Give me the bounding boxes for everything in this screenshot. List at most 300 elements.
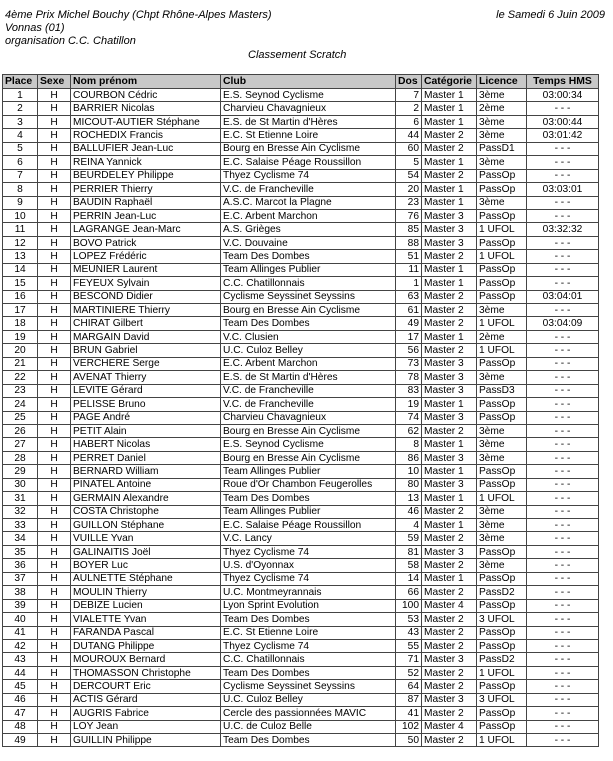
sexe-cell: H [38, 263, 71, 276]
categorie-cell: Master 1 [422, 196, 477, 209]
club-cell: Thyez Cyclisme 74 [221, 169, 396, 182]
name-cell: MARGAIN David [71, 330, 221, 343]
club-cell: U.S. d'Oyonnax [221, 559, 396, 572]
name-cell: AULNETTE Stéphane [71, 572, 221, 585]
categorie-cell: Master 2 [422, 304, 477, 317]
sexe-cell: H [38, 384, 71, 397]
sexe-cell: H [38, 223, 71, 236]
club-cell: V.C. Clusien [221, 330, 396, 343]
club-cell: Charvieu Chavagnieux [221, 411, 396, 424]
table-row [3, 720, 599, 733]
temps-cell: - - - [527, 451, 599, 464]
place-cell: 43 [3, 653, 38, 666]
sexe-cell: H [38, 545, 71, 558]
event-date: le Samedi 6 Juin 2009 [496, 9, 605, 21]
categorie-cell: Master 3 [422, 357, 477, 370]
place-cell: 14 [3, 263, 38, 276]
place-cell: 44 [3, 666, 38, 679]
licence-cell: 2ème [477, 102, 527, 115]
col-header-dos: Dos [396, 75, 422, 89]
name-cell: COURBON Cédric [71, 89, 221, 102]
licence-cell: 1 UFOL [477, 734, 527, 747]
dos-cell: 63 [396, 290, 422, 303]
place-cell: 36 [3, 559, 38, 572]
dos-cell: 61 [396, 304, 422, 317]
dos-cell: 46 [396, 505, 422, 518]
place-cell: 18 [3, 317, 38, 330]
name-cell: REINA Yannick [71, 156, 221, 169]
temps-cell: - - - [527, 102, 599, 115]
licence-cell: 3ème [477, 196, 527, 209]
name-cell: PINATEL Antoine [71, 478, 221, 491]
place-cell: 46 [3, 693, 38, 706]
table-row [3, 304, 599, 317]
licence-cell: 1 UFOL [477, 250, 527, 263]
place-cell: 49 [3, 734, 38, 747]
club-cell: E.S. de St Martin d'Hères [221, 115, 396, 128]
licence-cell: 3ème [477, 505, 527, 518]
sexe-cell: H [38, 156, 71, 169]
col-header-licence: Licence [477, 75, 527, 89]
dos-cell: 6 [396, 115, 422, 128]
categorie-cell: Master 3 [422, 653, 477, 666]
licence-cell: PassOp [477, 236, 527, 249]
dos-cell: 55 [396, 639, 422, 652]
table-row [3, 545, 599, 558]
sexe-cell: H [38, 89, 71, 102]
licence-cell: PassOp [477, 169, 527, 182]
table-row [3, 371, 599, 384]
licence-cell: 3ème [477, 532, 527, 545]
table-row [3, 115, 599, 128]
name-cell: GUILLON Stéphane [71, 519, 221, 532]
licence-cell: 3ème [477, 115, 527, 128]
dos-cell: 7 [396, 89, 422, 102]
table-row [3, 89, 599, 102]
place-cell: 8 [3, 183, 38, 196]
temps-cell: - - - [527, 492, 599, 505]
name-cell: GALINAITIS Joël [71, 545, 221, 558]
sexe-cell: H [38, 519, 71, 532]
licence-cell: PassD3 [477, 384, 527, 397]
categorie-cell: Master 2 [422, 424, 477, 437]
place-cell: 28 [3, 451, 38, 464]
club-cell: E.C. Arbent Marchon [221, 209, 396, 222]
table-row [3, 209, 599, 222]
club-cell: E.S. Seynod Cyclisme [221, 438, 396, 451]
place-cell: 45 [3, 680, 38, 693]
name-cell: CHIRAT Gilbert [71, 317, 221, 330]
licence-cell: PassD1 [477, 142, 527, 155]
licence-cell: 3 UFOL [477, 613, 527, 626]
place-cell: 29 [3, 465, 38, 478]
temps-cell: - - - [527, 639, 599, 652]
temps-cell: 03:01:42 [527, 129, 599, 142]
club-cell: A.S.C. Marcot la Plagne [221, 196, 396, 209]
dos-cell: 56 [396, 344, 422, 357]
name-cell: DUTANG Philippe [71, 639, 221, 652]
name-cell: DEBIZE Lucien [71, 599, 221, 612]
sexe-cell: H [38, 680, 71, 693]
dos-cell: 5 [396, 156, 422, 169]
place-cell: 21 [3, 357, 38, 370]
dos-cell: 71 [396, 653, 422, 666]
club-cell: E.C. Salaise Péage Roussillon [221, 156, 396, 169]
temps-cell: - - - [527, 613, 599, 626]
club-cell: V.C. de Francheville [221, 398, 396, 411]
sexe-cell: H [38, 411, 71, 424]
categorie-cell: Master 2 [422, 680, 477, 693]
temps-cell: - - - [527, 156, 599, 169]
name-cell: BESCOND Didier [71, 290, 221, 303]
dos-cell: 44 [396, 129, 422, 142]
club-cell: U.C. de Culoz Belle [221, 720, 396, 733]
sexe-cell: H [38, 371, 71, 384]
categorie-cell: Master 1 [422, 89, 477, 102]
name-cell: LEVITE Gérard [71, 384, 221, 397]
licence-cell: 1 UFOL [477, 317, 527, 330]
table-row [3, 411, 599, 424]
temps-cell: - - - [527, 304, 599, 317]
licence-cell: PassOp [477, 290, 527, 303]
licence-cell: PassOp [477, 277, 527, 290]
name-cell: GUILLIN Philippe [71, 734, 221, 747]
temps-cell: - - - [527, 680, 599, 693]
club-cell: Team Allinges Publier [221, 263, 396, 276]
table-header-row [3, 75, 599, 89]
sexe-cell: H [38, 707, 71, 720]
licence-cell: PassOp [477, 465, 527, 478]
categorie-cell: Master 3 [422, 545, 477, 558]
place-cell: 23 [3, 384, 38, 397]
temps-cell: - - - [527, 693, 599, 706]
place-cell: 34 [3, 532, 38, 545]
categorie-cell: Master 1 [422, 102, 477, 115]
table-row [3, 693, 599, 706]
temps-cell: - - - [527, 371, 599, 384]
licence-cell: PassOp [477, 209, 527, 222]
sexe-cell: H [38, 451, 71, 464]
categorie-cell: Master 3 [422, 223, 477, 236]
categorie-cell: Master 1 [422, 492, 477, 505]
table-row [3, 277, 599, 290]
name-cell: MARTINIERE Thierry [71, 304, 221, 317]
licence-cell: 1 UFOL [477, 344, 527, 357]
place-cell: 33 [3, 519, 38, 532]
table-row [3, 250, 599, 263]
sexe-cell: H [38, 250, 71, 263]
dos-cell: 17 [396, 330, 422, 343]
place-cell: 20 [3, 344, 38, 357]
place-cell: 30 [3, 478, 38, 491]
temps-cell: - - - [527, 384, 599, 397]
licence-cell: PassOp [477, 478, 527, 491]
licence-cell: PassOp [477, 183, 527, 196]
dos-cell: 2 [396, 102, 422, 115]
table-row [3, 102, 599, 115]
name-cell: MICOUT-AUTIER Stéphane [71, 115, 221, 128]
categorie-cell: Master 3 [422, 478, 477, 491]
licence-cell: PassOp [477, 357, 527, 370]
club-cell: E.C. St Etienne Loire [221, 129, 396, 142]
dos-cell: 64 [396, 680, 422, 693]
dos-cell: 66 [396, 586, 422, 599]
club-cell: Cyclisme Seyssinet Seyssins [221, 680, 396, 693]
club-cell: Bourg en Bresse Ain Cyclisme [221, 142, 396, 155]
licence-cell: PassOp [477, 398, 527, 411]
name-cell: BRUN Gabriel [71, 344, 221, 357]
categorie-cell: Master 2 [422, 559, 477, 572]
table-row [3, 196, 599, 209]
dos-cell: 88 [396, 236, 422, 249]
licence-cell: 3ème [477, 371, 527, 384]
col-header-club: Club [221, 75, 396, 89]
sexe-cell: H [38, 317, 71, 330]
dos-cell: 20 [396, 183, 422, 196]
dos-cell: 59 [396, 532, 422, 545]
sexe-cell: H [38, 102, 71, 115]
licence-cell: 3ème [477, 438, 527, 451]
categorie-cell: Master 3 [422, 371, 477, 384]
dos-cell: 19 [396, 398, 422, 411]
temps-cell: - - - [527, 142, 599, 155]
club-cell: C.C. Chatillonnais [221, 277, 396, 290]
name-cell: DERCOURT Eric [71, 680, 221, 693]
sexe-cell: H [38, 626, 71, 639]
table-row [3, 734, 599, 747]
categorie-cell: Master 2 [422, 344, 477, 357]
table-row [3, 424, 599, 437]
licence-cell: 1 UFOL [477, 666, 527, 679]
temps-cell: - - - [527, 169, 599, 182]
categorie-cell: Master 1 [422, 183, 477, 196]
table-row [3, 142, 599, 155]
classement-title: Classement Scratch [248, 49, 347, 61]
dos-cell: 60 [396, 142, 422, 155]
sexe-cell: H [38, 653, 71, 666]
name-cell: BALLUFIER Jean-Luc [71, 142, 221, 155]
licence-cell: PassOp [477, 263, 527, 276]
temps-cell: - - - [527, 532, 599, 545]
categorie-cell: Master 3 [422, 384, 477, 397]
sexe-cell: H [38, 693, 71, 706]
licence-cell: PassOp [477, 545, 527, 558]
categorie-cell: Master 1 [422, 263, 477, 276]
place-cell: 5 [3, 142, 38, 155]
club-cell: Team Des Dombes [221, 250, 396, 263]
dos-cell: 10 [396, 465, 422, 478]
name-cell: LOPEZ Frédéric [71, 250, 221, 263]
place-cell: 25 [3, 411, 38, 424]
place-cell: 22 [3, 371, 38, 384]
licence-cell: 3 UFOL [477, 693, 527, 706]
sexe-cell: H [38, 236, 71, 249]
place-cell: 38 [3, 586, 38, 599]
dos-cell: 41 [396, 707, 422, 720]
categorie-cell: Master 2 [422, 250, 477, 263]
name-cell: BEURDELEY Philippe [71, 169, 221, 182]
sexe-cell: H [38, 424, 71, 437]
temps-cell: - - - [527, 545, 599, 558]
place-cell: 40 [3, 613, 38, 626]
licence-cell: 1 UFOL [477, 492, 527, 505]
temps-cell: 03:00:34 [527, 89, 599, 102]
club-cell: Team Des Dombes [221, 666, 396, 679]
categorie-cell: Master 2 [422, 666, 477, 679]
licence-cell: PassD2 [477, 586, 527, 599]
categorie-cell: Master 1 [422, 277, 477, 290]
sexe-cell: H [38, 209, 71, 222]
table-row [3, 559, 599, 572]
sexe-cell: H [38, 330, 71, 343]
temps-cell: - - - [527, 586, 599, 599]
temps-cell: 03:04:01 [527, 290, 599, 303]
dos-cell: 102 [396, 720, 422, 733]
sexe-cell: H [38, 398, 71, 411]
sexe-cell: H [38, 478, 71, 491]
table-row [3, 626, 599, 639]
dos-cell: 8 [396, 438, 422, 451]
name-cell: PETIT Alain [71, 424, 221, 437]
sexe-cell: H [38, 115, 71, 128]
temps-cell: - - - [527, 707, 599, 720]
table-row [3, 478, 599, 491]
licence-cell: 3ème [477, 89, 527, 102]
table-row [3, 505, 599, 518]
table-row [3, 398, 599, 411]
place-cell: 47 [3, 707, 38, 720]
sexe-cell: H [38, 196, 71, 209]
temps-cell: - - - [527, 653, 599, 666]
name-cell: BARRIER Nicolas [71, 102, 221, 115]
sexe-cell: H [38, 505, 71, 518]
temps-cell: - - - [527, 411, 599, 424]
licence-cell: 3ème [477, 424, 527, 437]
dos-cell: 76 [396, 209, 422, 222]
name-cell: ROCHEDIX Francis [71, 129, 221, 142]
place-cell: 13 [3, 250, 38, 263]
dos-cell: 11 [396, 263, 422, 276]
categorie-cell: Master 2 [422, 129, 477, 142]
place-cell: 9 [3, 196, 38, 209]
name-cell: BAUDIN Raphaël [71, 196, 221, 209]
licence-cell: 3ème [477, 129, 527, 142]
name-cell: FARANDA Pascal [71, 626, 221, 639]
table-row [3, 666, 599, 679]
event-title: 4ème Prix Michel Bouchy (Chpt Rhône-Alpes Masters) [5, 9, 272, 21]
club-cell: Lyon Sprint Evolution [221, 599, 396, 612]
licence-cell: PassOp [477, 572, 527, 585]
dos-cell: 4 [396, 519, 422, 532]
table-row [3, 451, 599, 464]
name-cell: FEYEUX Sylvain [71, 277, 221, 290]
sexe-cell: H [38, 142, 71, 155]
club-cell: Thyez Cyclisme 74 [221, 545, 396, 558]
name-cell: AVENAT Thierry [71, 371, 221, 384]
temps-cell: - - - [527, 250, 599, 263]
dos-cell: 85 [396, 223, 422, 236]
licence-cell: 3ème [477, 519, 527, 532]
sexe-cell: H [38, 183, 71, 196]
categorie-cell: Master 2 [422, 586, 477, 599]
dos-cell: 54 [396, 169, 422, 182]
name-cell: MOULIN Thierry [71, 586, 221, 599]
temps-cell: - - - [527, 559, 599, 572]
club-cell: E.C. St Etienne Loire [221, 626, 396, 639]
dos-cell: 74 [396, 411, 422, 424]
col-header-place: Place [3, 75, 38, 89]
temps-cell: - - - [527, 424, 599, 437]
club-cell: E.S. de St Martin d'Hères [221, 371, 396, 384]
sexe-cell: H [38, 532, 71, 545]
club-cell: Team Allinges Publier [221, 465, 396, 478]
place-cell: 31 [3, 492, 38, 505]
name-cell: MOUROUX Bernard [71, 653, 221, 666]
name-cell: VUILLE Yvan [71, 532, 221, 545]
categorie-cell: Master 3 [422, 236, 477, 249]
sexe-cell: H [38, 129, 71, 142]
name-cell: HABERT Nicolas [71, 438, 221, 451]
place-cell: 17 [3, 304, 38, 317]
temps-cell: - - - [527, 599, 599, 612]
club-cell: Charvieu Chavagnieux [221, 102, 396, 115]
temps-cell: - - - [527, 734, 599, 747]
club-cell: V.C. de Francheville [221, 384, 396, 397]
sexe-cell: H [38, 169, 71, 182]
licence-cell: PassOp [477, 639, 527, 652]
temps-cell: - - - [527, 519, 599, 532]
categorie-cell: Master 4 [422, 599, 477, 612]
dos-cell: 83 [396, 384, 422, 397]
club-cell: A.S. Grièges [221, 223, 396, 236]
club-cell: Team Des Dombes [221, 492, 396, 505]
table-row [3, 653, 599, 666]
dos-cell: 14 [396, 572, 422, 585]
categorie-cell: Master 1 [422, 156, 477, 169]
club-cell: C.C. Chatillonnais [221, 653, 396, 666]
club-cell: E.S. Seynod Cyclisme [221, 89, 396, 102]
dos-cell: 51 [396, 250, 422, 263]
dos-cell: 78 [396, 371, 422, 384]
club-cell: Thyez Cyclisme 74 [221, 639, 396, 652]
temps-cell: - - - [527, 263, 599, 276]
temps-cell: - - - [527, 398, 599, 411]
temps-cell: - - - [527, 626, 599, 639]
categorie-cell: Master 4 [422, 720, 477, 733]
temps-cell: - - - [527, 357, 599, 370]
temps-cell: 03:04:09 [527, 317, 599, 330]
table-row [3, 236, 599, 249]
place-cell: 12 [3, 236, 38, 249]
col-header-categorie: Catégorie [422, 75, 477, 89]
dos-cell: 50 [396, 734, 422, 747]
place-cell: 37 [3, 572, 38, 585]
sexe-cell: H [38, 572, 71, 585]
categorie-cell: Master 2 [422, 734, 477, 747]
club-cell: Bourg en Bresse Ain Cyclisme [221, 451, 396, 464]
dos-cell: 13 [396, 492, 422, 505]
table-row [3, 129, 599, 142]
place-cell: 7 [3, 169, 38, 182]
categorie-cell: Master 1 [422, 330, 477, 343]
table-row [3, 532, 599, 545]
place-cell: 10 [3, 209, 38, 222]
licence-cell: PassOp [477, 707, 527, 720]
club-cell: Team Des Dombes [221, 734, 396, 747]
col-header-temps: Temps HMS [527, 75, 599, 89]
name-cell: THOMASSON Christophe [71, 666, 221, 679]
place-cell: 6 [3, 156, 38, 169]
